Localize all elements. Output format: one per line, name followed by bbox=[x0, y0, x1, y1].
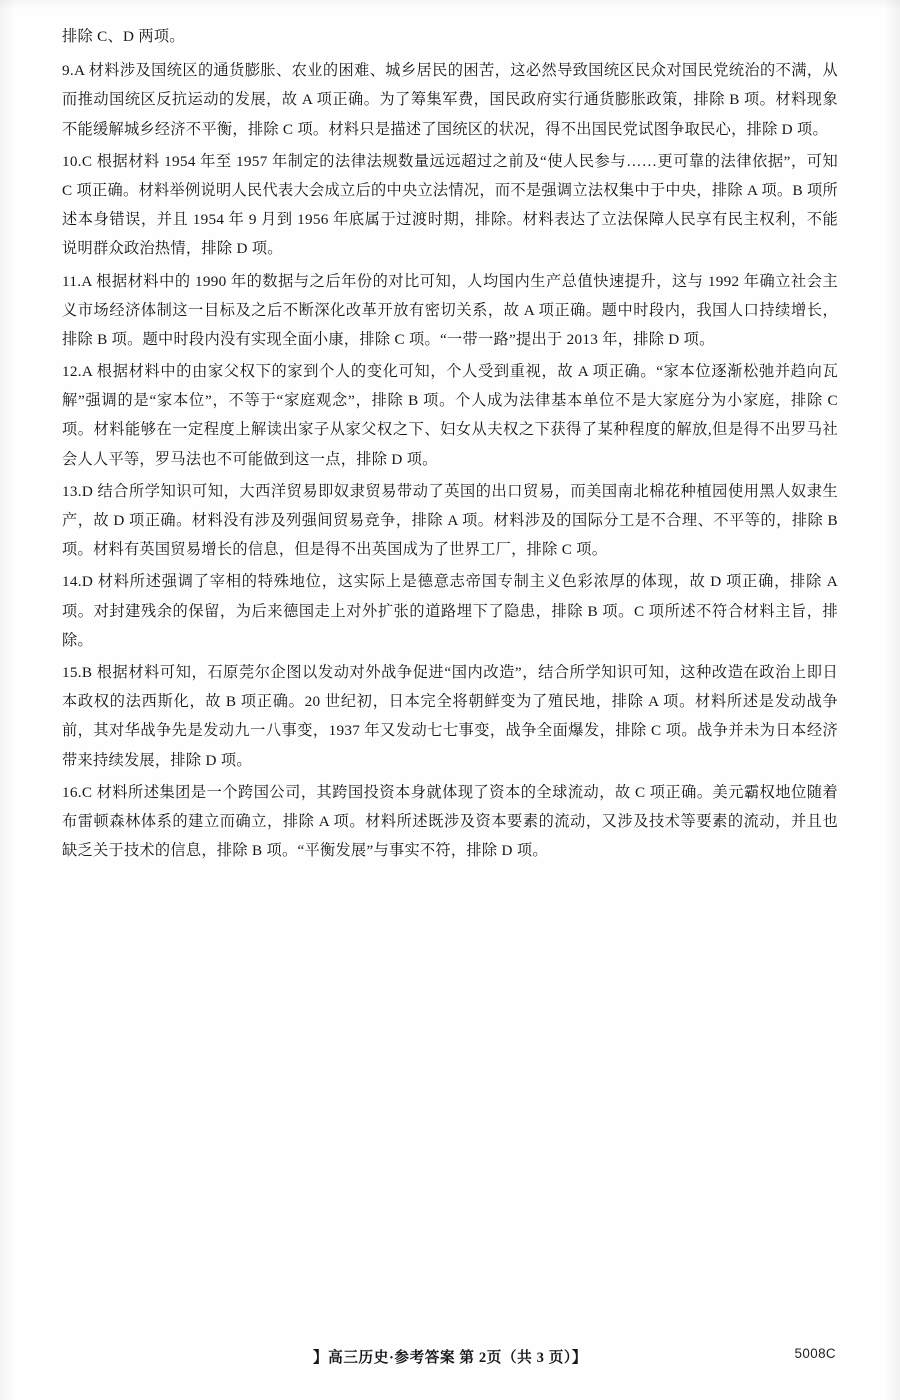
scan-shadow-left bbox=[0, 0, 14, 1400]
paragraph-answer-16: 16.C 材料所述集团是一个跨国公司，其跨国投资本身就体现了资本的全球流动，故 C 项正确。美元霸权地位随着布雷顿森林体系的建立而确立，排除 A 项。材料所述既涉及资本要素的流动，又涉及技术等要素的流动，并且也缺乏关于技术的信息，排除 B 项。“平衡发展”与事实不符，排除 D 项。 bbox=[62, 783, 838, 860]
scan-shadow-top bbox=[0, 0, 900, 10]
paragraph-answer-10: 10.C 根据材料 1954 年至 1957 年制定的法律法规数量远远超过之前及“使人民参与……更可靠的法律依据”，可知 C 项正确。材料举例说明人民代表大会成立后的中央立法情况，而不是强调立法权集中于中央，排除 A 项。B 项所述本身错误，并且 1954 年 9 月到 1956 年底属于过渡时期，排除。材料表达了立法保障人民享有民主权利，不能说明群众政治热情，排除 D 项。 bbox=[62, 152, 838, 258]
page-footer bbox=[0, 1346, 900, 1372]
paragraph-answer-13: 13.D 结合所学知识可知，大西洋贸易即奴隶贸易带动了英国的出口贸易，而美国南北棉花种植园使用黑人奴隶生产，故 D 项正确。材料没有涉及列强间贸易竞争，排除 A 项。材料涉及的国际分工是不合理、不平等的，排除 B 项。材料有英国贸易增长的信息，但是得不出英国成为了世界工厂，排除 C 项。 bbox=[62, 482, 838, 559]
paragraph-intro: 排除 C、D 两项。 bbox=[62, 28, 185, 45]
answer-key-body bbox=[62, 22, 838, 865]
paragraph-answer-12: 12.A 根据材料中的由家父权下的家到个人的变化可知，个人受到重视，故 A 项正确。“家本位逐渐松弛并趋向瓦解”强调的是“家本位”，不等于“家庭观念”，排除 B 项。个人成为法律基本单位不是大家庭分为小家庭，排除 C 项。材料能够在一定程度上解读出家子从家父权之下、妇女从夫权之下获得了某种程度的解放,但是得不出罗马社会人人平等，罗马法也不可能做到这一点，排除 D 项。 bbox=[62, 363, 838, 468]
paragraph-answer-14: 14.D 材料所述强调了宰相的特殊地位，这实际上是德意志帝国专制主义色彩浓厚的体现，故 D 项正确，排除 A 项。对封建残余的保留，为后来德国走上对外扩张的道路埋下了隐患，排除 B 项。C 项所述不符合材料主旨，排除。 bbox=[62, 573, 838, 649]
paragraph-answer-15: 15.B 根据材料可知，石原莞尔企图以发动对外战争促进“国内改造”，结合所学知识可知，这种改造在政治上即日本政权的法西斯化，故 B 项正确。20 世纪初，日本完全将朝鲜变为了殖民地，排除 A 项。材料所述是发动战争前，其对华战争先是发动九一八事变，1937 年又发动七七事变，战争全面爆发，排除 C 项。战争并未为日本经济带来持续发展，排除 D 项。 bbox=[62, 663, 838, 769]
footer-paper-code: 5008C bbox=[794, 1346, 836, 1361]
scan-shadow-right bbox=[884, 0, 900, 1400]
footer-page-label: 】高三历史·参考答案 第 2页（共 3 页）】 bbox=[312, 1350, 588, 1366]
paragraph-answer-9: 9.A 材料涉及国统区的通货膨胀、农业的困难、城乡居民的困苦，这必然导致国统区民众对国民党统治的不满，从而推动国统区反抗运动的发展，故 A 项正确。为了筹集军费，国民政府实行通货膨胀政策，排除 B 项。材料现象不能缓解城乡经济不平衡，排除 C 项。材料只是描述了国统区的状况，得不出国民党试图争取民心，排除 D 项。 bbox=[62, 62, 838, 138]
paragraph-answer-11: 11.A 根据材料中的 1990 年的数据与之后年份的对比可知，人均国内生产总值快速提升，这与 1992 年确立社会主义市场经济体制这一目标及之后不断深化改革开放有密切关系，故 A 项正确。题中时段内，我国人口持续增长，排除 B 项。题中时段内没有实现全面小康，排除 C 项。“一带一路”提出于 2013 年，排除 D 项。 bbox=[62, 272, 838, 348]
